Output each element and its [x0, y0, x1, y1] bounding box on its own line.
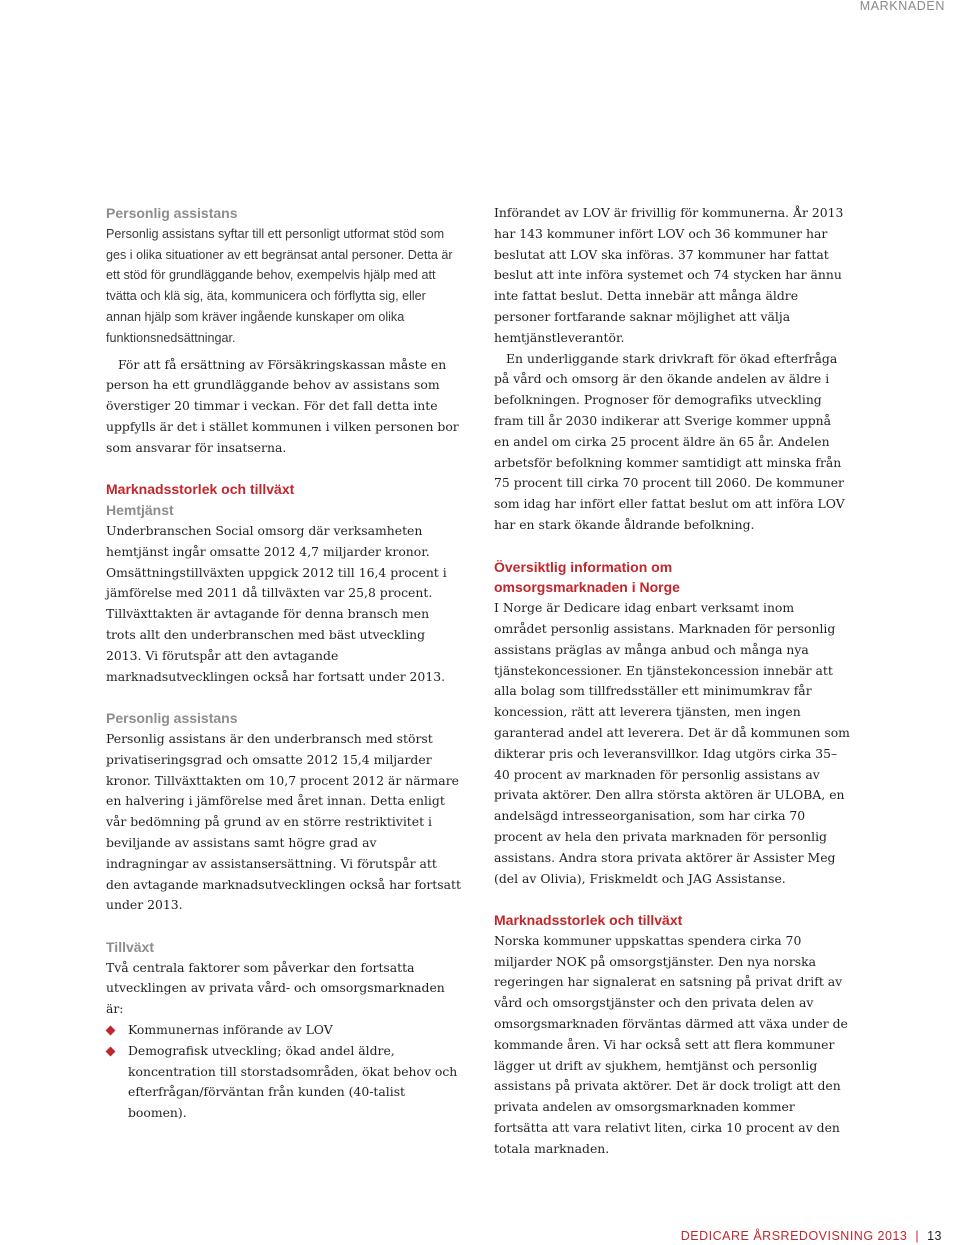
paragraph-demografi: En underliggande stark drivkraft för ökad efterfråga på vård och omsorg är den ökande andelen av äldre i befolkningen. Prognoser för demografiks utveckling fram till år 2030 indikerar att Sverige kommer uppnå en andel om cirka 25 procent äldre än 65 år. Andelen arbetsför befolkning kommer samtidigt att minska från 75 procent till cirka 70 procent till 2060. De kommuner som idag har infört eller fattat beslut om att införa LOV har en stark ökande åldrande befolkning.	[494, 350, 845, 532]
report-title: DEDICARE ÅRSREDOVISNING 2013	[680, 1229, 908, 1243]
page-number: 13	[927, 1229, 942, 1243]
heading-tillvaxt: Tillväxt	[106, 938, 154, 955]
subheading-hemtjanst: Hemtjänst	[106, 502, 174, 519]
footer-separator: |	[915, 1229, 920, 1243]
paragraph-personlig-assistans-intro: Personlig assistans syftar till ett personligt utformat stöd som ges i olika situationer av ett begränsat antal personer. Detta är ett stöd för grundläggande behov, exempelvis hjälp med att tvätta och klä sig, äta, kommunicera och förflytta sig, eller annan hjälp som kräver ingående kunskaper om olika funktionsnedsättningar.	[106, 226, 453, 345]
paragraph-forsakringskassan: För att få ersättning av Försäkringskassan måste en person ha ett grundläggande behov av assistans som överstiger 20 timmar i veckan. För det fall detta inte uppfylls är det i stället kommunen i vilken personen bor som ansvarar för insatserna.	[106, 356, 459, 455]
heading-norge: Översiktlig information om omsorgsmarknaden i Norge	[494, 558, 680, 596]
running-head-section: MARKNADEN	[859, 0, 945, 13]
diamond-bullet-icon	[106, 1046, 116, 1056]
heading-personlig-assistans-market: Personlig assistans	[106, 710, 238, 727]
left-column	[106, 203, 462, 1124]
paragraph-lov: Införandet av LOV är frivillig för kommunerna. År 2013 har 143 kommuner infört LOV och 36 kommuner har beslutat att LOV ska införas. 37 kommuner har fattat beslut att inte införa systemet och 74 stycken har ännu inte fattat beslut. Detta innebär att många äldre personer fortfarande saknar möjlighet att välja hemtjänstleverantör.	[494, 205, 844, 345]
list-item	[106, 1041, 462, 1124]
page-footer	[681, 1229, 942, 1243]
paragraph-norge-market: Norska kommuner uppskattas spendera cirka 70 miljarder NOK på omsorgstjänster. Den nya norska regeringen har signalerat en satsning på privat drift av vård och omsorgstjänster och den privata delen av omsorgsmarknaden förväntas därmed att växa under de kommande åren. Vi har också sett att flera kommuner lägger ut drift av sjukhem, hemtjänst och personlig assistans på privata aktörer. Det är dock troligt att den privata andelen av omsorgsmarknaden kommer fortsätta att vara relativt liten, cirka 10 procent av den totala marknaden.	[494, 932, 848, 1156]
right-column	[494, 203, 850, 1160]
list-item-text: Kommunernas införande av LOV	[128, 1022, 333, 1038]
heading-personlig-assistans: Personlig assistans	[106, 205, 238, 221]
paragraph-hemtjanst: Underbranschen Social omsorg där verksamheten hemtjänst ingår omsatte 2012 4,7 miljarder kronor. Omsättningstillväxten uppgick 2012 till 16,4 procent i jämförelse med 2011 då tillväxten var 25,8 procent. Tillväxttakten är avtagande för denna bransch men trots allt den underbranschen med bäst utveckling 2013. Vi förutspår att den avtagande marknadsutvecklingen också har fortsatt under 2013.	[106, 522, 447, 684]
paragraph-norge: I Norge är Dedicare idag enbart verksamt inom området personlig assistans. Marknaden för personlig assistans präglas av många anbud och många nya tjänstekoncessioner. En tjänstekoncession innebär att alla bolag som tillfredsställer ett minimumkrav får koncession, rätt att leverera tjänsten, men ingen garanterad andel att leverera. Det är då kommunen som dikterar pris och leveransvillkor. Idag utgörs cirka 35–40 procent av marknaden för personlig assistans av privata aktörer. Den allra största aktören är ULOBA, en andelsägd intresseorganisation, som har cirka 70 procent av hela den privata marknaden för personlig assistans. Andra stora privata aktörer är Assister Meg (del av Olivia), Friskmeldt och JAG Assistanse.	[494, 600, 850, 886]
diamond-bullet-icon	[106, 1026, 116, 1036]
list-item-text: Demografisk utveckling; ökad andel äldre, koncentration till storstadsområden, ökat behov och efterfrågan/förväntan från kunden (40-talist boomen).	[128, 1042, 458, 1121]
paragraph-personlig-assistans-market: Personlig assistans är den underbransch med störst privatiseringsgrad och omsatte 2012 15,4 miljarder kronor. Tillväxttakten om 10,7 procent 2012 är närmare en halvering i jämförelse med året innan. Detta enligt vår bedömning på grund av en större restriktivitet i beviljande av assistans samt högre grad av indragningar av assistansersättning. Vi förutspår att den avtagande marknadsutvecklingen också har fortsatt under 2013.	[106, 730, 461, 913]
list-item	[106, 1020, 462, 1041]
bullet-list-factors	[106, 1020, 462, 1124]
paragraph-tillvaxt: Två centrala faktorer som påverkar den fortsatta utvecklingen av privata vård- och omsorgsmarknaden är:	[106, 959, 445, 1017]
heading-marknadsstorlek: Marknadsstorlek och tillväxt	[106, 481, 295, 498]
heading-marknadsstorlek-norge: Marknadsstorlek och tillväxt	[494, 912, 683, 929]
